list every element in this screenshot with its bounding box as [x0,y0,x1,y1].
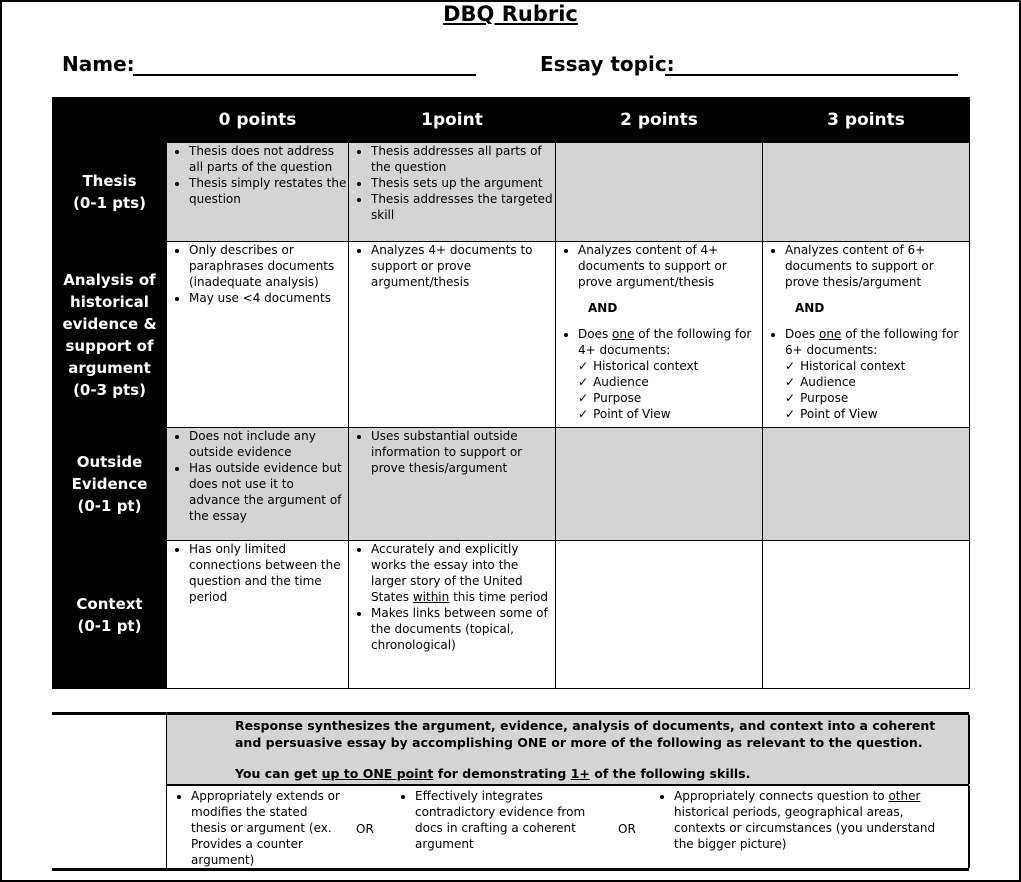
context-1-point: • Accurately and explicitly works the essay into the larger story of the United States within this time period • Makes links between some of the documents (topical, chronological) [349,541,556,689]
synthesis-skills [166,786,970,868]
essay-topic-input-line[interactable] [665,74,958,76]
row-thesis [53,143,970,242]
analysis-1-point: • Analyzes 4+ documents to support or prove argument/thesis [349,242,556,428]
skill-contradictory-evidence: • Effectively integrates contradictory evidence from docs in crafting a coherent argument [395,788,595,852]
row-label-thesis: Thesis (0-1 pts) [53,143,167,242]
row-outside-evidence [53,428,970,541]
context-2-points [556,541,763,689]
header-1-point: 1point [349,98,556,143]
thesis-2-points [556,143,763,242]
thesis-3-points [763,143,970,242]
page-title: DBQ Rubric [443,2,578,26]
outside-2-points [556,428,763,541]
synthesis-intro: Response synthesizes the argument, evidence, analysis of documents, and context into a coherent and persuasive essay by accomplishing ONE or more of the following as relevant to the question. [235,718,936,750]
essay-topic-label: Essay topic: [540,52,675,76]
skill-connect-periods: • Appropriately connects question to other historical periods, geographical areas, contexts or circumstances (you understand the bigger picture) [654,788,954,852]
rubric-table [52,97,970,689]
row-label-context: Context (0-1 pt) [53,541,167,689]
synthesis-box [166,715,970,784]
bottom-rule [52,868,969,871]
row-analysis [53,242,970,428]
context-0-points: • Has only limited connections between the question and the time period [167,541,349,689]
synthesis-point-note: You can get up to ONE point for demonstrating 1+ of the following skills. [235,766,751,781]
outside-0-points: • Does not include any outside evidence • Has outside evidence but does not use it to advance the argument of the essay [167,428,349,541]
thesis-0-points: • Thesis does not address all parts of the question • Thesis simply restates the question [167,143,349,242]
row-label-analysis: Analysis of historical evidence & support of argument (0-3 pts) [53,242,167,428]
or-label-2: OR [618,822,636,836]
header-2-points: 2 points [556,98,763,143]
name-label: Name: [62,52,135,76]
outside-3-points [763,428,970,541]
name-input-line[interactable] [133,74,476,76]
row-label-outside-evidence: Outside Evidence (0-1 pt) [53,428,167,541]
analysis-3-points: • Analyzes content of 6+ documents to support or prove thesis/argument AND • Does one of the following for 6+ documents: ✓ Historical context ✓ Audience ✓ Purpose ✓ Point of View [763,242,970,428]
header-3-points: 3 points [763,98,970,143]
or-label-1: OR [356,822,374,836]
corner-cell [53,98,167,143]
context-3-points [763,541,970,689]
header-0-points: 0 points [167,98,349,143]
skill-extend-thesis: • Appropriately extends or modifies the stated thesis or argument (ex. Provides a counter argument) [171,788,341,868]
outside-1-point: • Uses substantial outside information to support or prove thesis/argument [349,428,556,541]
analysis-2-points: • Analyzes content of 4+ documents to support or prove argument/thesis AND • Does one of the following for 4+ documents: ✓ Historical context ✓ Audience ✓ Purpose ✓ Point of View [556,242,763,428]
thesis-1-point: • Thesis addresses all parts of the question • Thesis sets up the argument • Thesis addresses the targeted skill [349,143,556,242]
row-context [53,541,970,689]
analysis-0-points: • Only describes or paraphrases documents (inadequate analysis) • May use <4 documents [167,242,349,428]
